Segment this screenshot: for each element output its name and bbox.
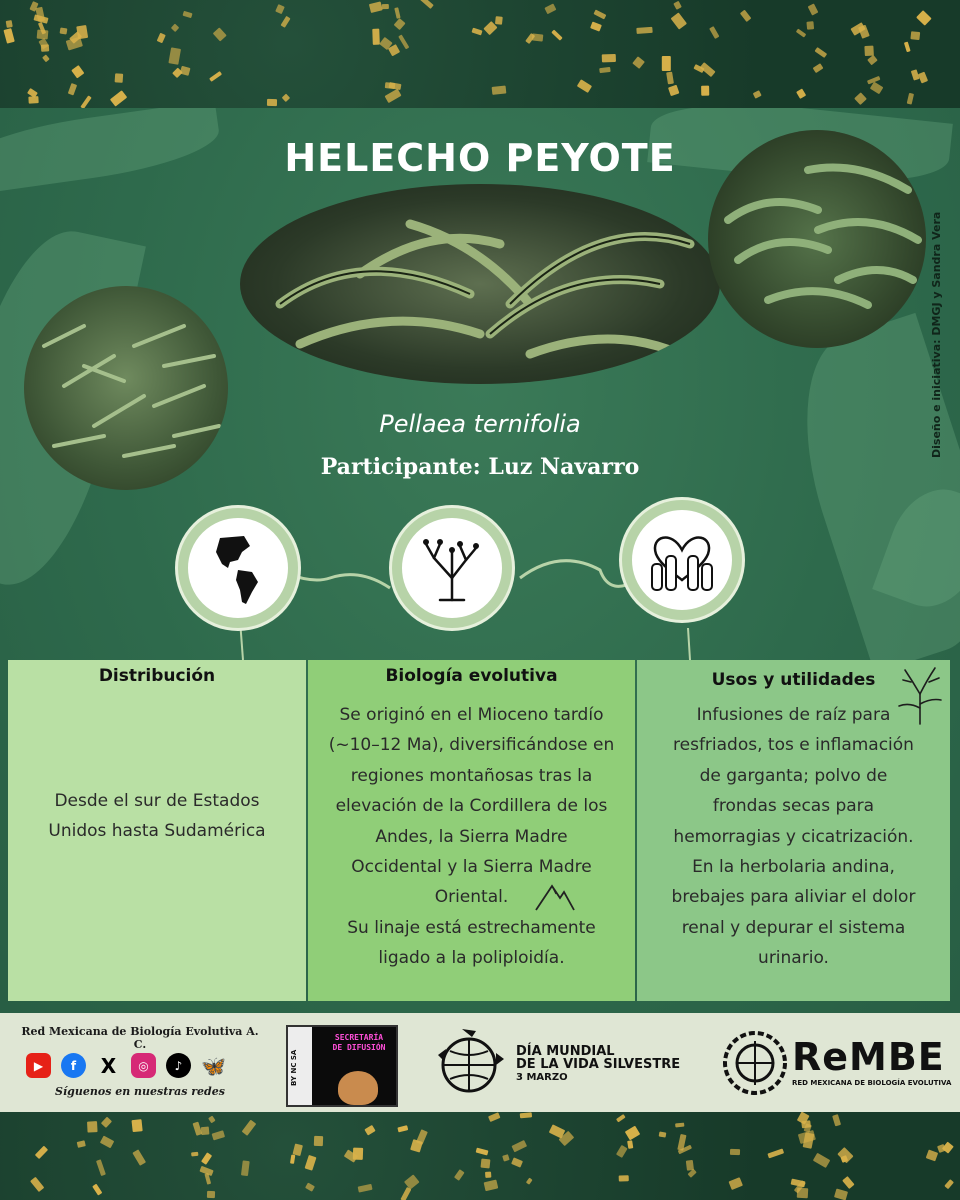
uses-column bbox=[637, 660, 950, 1001]
body-line: regiones montañosas tras la bbox=[350, 765, 593, 786]
wildlife-date: 3 MARZO bbox=[516, 1072, 568, 1083]
confetti-piece bbox=[545, 3, 557, 14]
confetti-piece bbox=[171, 24, 179, 32]
confetti-piece bbox=[796, 89, 806, 100]
body-line: renal y depurar el sistema bbox=[681, 917, 906, 938]
confetti-piece bbox=[183, 11, 193, 19]
confetti-piece bbox=[92, 1184, 102, 1195]
confetti-piece bbox=[666, 71, 674, 84]
hamster-mascot bbox=[338, 1071, 378, 1105]
body-line: Desde el sur de Estados bbox=[54, 791, 260, 811]
confetti-piece bbox=[767, 1148, 783, 1158]
confetti-piece bbox=[599, 67, 611, 73]
confetti-piece bbox=[280, 15, 290, 27]
confetti-piece bbox=[209, 1116, 216, 1124]
confetti-piece bbox=[290, 1154, 296, 1164]
design-credit: Diseño e iniciativa: DMGJ y Sandra Vera bbox=[930, 211, 943, 458]
confetti-piece bbox=[80, 95, 91, 108]
confetti-piece bbox=[671, 12, 687, 29]
confetti-piece bbox=[626, 1125, 641, 1139]
confetti-piece bbox=[372, 29, 380, 45]
confetti-piece bbox=[796, 1188, 808, 1198]
confetti-piece bbox=[602, 54, 616, 63]
confetti-piece bbox=[353, 1148, 363, 1161]
confetti-piece bbox=[551, 30, 562, 41]
confetti-piece bbox=[590, 22, 602, 32]
confetti-piece bbox=[832, 1114, 841, 1126]
confetti-piece bbox=[594, 10, 607, 20]
confetti-piece bbox=[709, 26, 720, 39]
secretaria-line: DE DIFUSIÓN bbox=[332, 1043, 386, 1052]
confetti-piece bbox=[480, 1159, 490, 1168]
raised-hands-heart-icon bbox=[642, 520, 722, 600]
page-title: HELECHO PEYOTE bbox=[284, 136, 676, 180]
confetti-piece bbox=[843, 1176, 855, 1189]
confetti-piece bbox=[168, 47, 180, 64]
confetti-piece bbox=[6, 20, 13, 28]
confetti-piece bbox=[67, 83, 77, 95]
confetti-piece bbox=[96, 1160, 106, 1176]
bottom-confetti-band bbox=[0, 1112, 960, 1200]
confetti-piece bbox=[389, 45, 401, 57]
confetti-piece bbox=[3, 28, 14, 44]
confetti-piece bbox=[179, 66, 190, 76]
confetti-piece bbox=[492, 85, 507, 95]
youtube-icon[interactable]: ▶ bbox=[26, 1053, 51, 1078]
confetti-piece bbox=[815, 47, 827, 58]
confetti-piece bbox=[728, 1177, 742, 1190]
confetti-piece bbox=[213, 27, 228, 42]
confetti-piece bbox=[813, 1152, 831, 1168]
root-sprig-icon bbox=[895, 664, 945, 726]
confetti-piece bbox=[796, 28, 807, 37]
confetti-piece bbox=[365, 1125, 376, 1135]
footer-bar bbox=[0, 1013, 960, 1112]
body-line: elevación de la Cordillera de los bbox=[335, 796, 608, 817]
confetti-piece bbox=[211, 1131, 225, 1141]
confetti-piece bbox=[834, 1189, 848, 1200]
confetti-piece bbox=[71, 65, 84, 79]
body-line: ligado a la poliploidía. bbox=[378, 948, 565, 969]
confetti-piece bbox=[484, 1180, 499, 1192]
column-heading: Distribución bbox=[98, 666, 216, 686]
body-line: Occidental y la Sierra Madre bbox=[351, 857, 592, 878]
mountain-icon bbox=[534, 882, 576, 912]
column-body bbox=[308, 700, 635, 974]
confetti-piece bbox=[525, 1178, 532, 1185]
confetti-piece bbox=[282, 93, 290, 101]
distribution-column bbox=[8, 660, 306, 1001]
confetti-piece bbox=[668, 85, 680, 97]
distribution-badge bbox=[178, 508, 298, 628]
evolution-badge bbox=[392, 508, 512, 628]
confetti-piece bbox=[415, 1129, 427, 1144]
confetti-piece bbox=[802, 1132, 814, 1148]
confetti-piece bbox=[867, 55, 877, 65]
secretaria-text bbox=[322, 1033, 396, 1053]
confetti-piece bbox=[511, 1140, 527, 1152]
confetti-piece bbox=[531, 33, 542, 41]
facebook-icon[interactable]: f bbox=[61, 1053, 86, 1078]
body-line: Andes, la Sierra Madre bbox=[375, 826, 568, 847]
secretaria-difusion-logo bbox=[286, 1025, 398, 1107]
body-line: En la herbolaria andina, bbox=[692, 857, 895, 878]
confetti-piece bbox=[520, 1112, 532, 1118]
confetti-piece bbox=[673, 1, 682, 10]
body-line: de garganta; polvo de bbox=[699, 765, 888, 786]
body-line: (~10–12 Ma), diversificándose en bbox=[328, 735, 615, 756]
uses-badge bbox=[622, 500, 742, 620]
confetti-piece bbox=[730, 1149, 740, 1156]
confetti-piece bbox=[806, 21, 813, 30]
instagram-icon[interactable]: ◎ bbox=[131, 1053, 156, 1078]
confetti-piece bbox=[99, 1136, 114, 1149]
wildlife-day-text bbox=[516, 1045, 680, 1084]
confetti-piece bbox=[918, 72, 928, 84]
confetti-piece bbox=[314, 1136, 324, 1146]
confetti-piece bbox=[267, 99, 277, 106]
confetti-piece bbox=[503, 1154, 510, 1161]
tiktok-icon[interactable]: ♪ bbox=[166, 1053, 191, 1078]
confetti-piece bbox=[740, 10, 752, 23]
confetti-piece bbox=[662, 56, 671, 71]
confetti-piece bbox=[916, 10, 931, 25]
social-links bbox=[26, 1053, 226, 1079]
confetti-piece bbox=[476, 1148, 489, 1156]
body-line: brebajes para aliviar el dolor bbox=[671, 887, 916, 908]
confetti-piece bbox=[472, 27, 483, 35]
rembe-subtitle: RED MEXICANA DE BIOLOGÍA EVOLUTIVA bbox=[792, 1079, 952, 1087]
confetti-piece bbox=[870, 82, 884, 95]
confetti-piece bbox=[659, 1132, 666, 1138]
top-confetti-band bbox=[0, 0, 960, 108]
confetti-piece bbox=[191, 1151, 199, 1156]
confetti-piece bbox=[382, 4, 389, 9]
confetti-piece bbox=[76, 25, 88, 39]
column-heading: Biología evolutiva bbox=[385, 666, 558, 686]
confetti-piece bbox=[201, 1126, 210, 1135]
main-panel bbox=[0, 108, 960, 1013]
confetti-piece bbox=[110, 91, 127, 107]
confetti-piece bbox=[87, 1121, 97, 1132]
confetti-piece bbox=[907, 92, 914, 104]
confetti-piece bbox=[627, 1140, 634, 1149]
confetti-piece bbox=[675, 1123, 685, 1128]
confetti-piece bbox=[201, 1153, 212, 1166]
wildlife-globe-icon bbox=[432, 1025, 506, 1099]
confetti-piece bbox=[40, 45, 48, 52]
confetti-piece bbox=[241, 1119, 256, 1136]
license-text: BY NC SA bbox=[290, 1049, 298, 1087]
confetti-piece bbox=[358, 1184, 373, 1193]
wildlife-line: DÍA MUNDIAL bbox=[516, 1044, 615, 1059]
column-body bbox=[637, 700, 950, 974]
confetti-piece bbox=[132, 1119, 143, 1132]
body-line: Infusiones de raíz para bbox=[696, 705, 891, 725]
confetti-piece bbox=[495, 16, 503, 25]
confetti-piece bbox=[752, 90, 761, 99]
confetti-piece bbox=[30, 1177, 45, 1193]
confetti-piece bbox=[632, 56, 645, 69]
phylogenetic-tree-icon bbox=[412, 528, 492, 608]
evolution-column bbox=[308, 660, 635, 1001]
body-line: Su linaje está estrechamente bbox=[347, 917, 596, 938]
confetti-piece bbox=[400, 1187, 411, 1200]
confetti-piece bbox=[701, 85, 709, 96]
confetti-piece bbox=[293, 1143, 303, 1156]
confetti-piece bbox=[616, 1113, 626, 1122]
confetti-piece bbox=[369, 1, 383, 12]
wildlife-line: DE LA VIDA SILVESTRE bbox=[516, 1057, 681, 1072]
confetti-piece bbox=[485, 1172, 492, 1178]
org-name: Red Mexicana de Biología Evolutiva A. C. bbox=[21, 1025, 259, 1051]
body-line: Se originó en el Mioceno tardío bbox=[339, 705, 604, 725]
confetti-piece bbox=[910, 31, 920, 40]
confetti-piece bbox=[29, 96, 39, 104]
confetti-piece bbox=[209, 71, 222, 82]
confetti-piece bbox=[397, 1125, 408, 1132]
confetti-piece bbox=[393, 18, 405, 30]
confetti-piece bbox=[304, 1183, 314, 1192]
confetti-piece bbox=[193, 1122, 202, 1136]
confetti-piece bbox=[942, 1142, 953, 1154]
body-line: hemorragias y cicatrización. bbox=[673, 826, 914, 847]
confetti-piece bbox=[637, 27, 653, 34]
confetti-piece bbox=[114, 74, 123, 84]
confetti-piece bbox=[945, 1179, 954, 1189]
americas-map-icon bbox=[198, 528, 278, 608]
confetti-piece bbox=[101, 1116, 112, 1127]
confetti-piece bbox=[385, 89, 401, 103]
confetti-piece bbox=[133, 1149, 146, 1165]
confetti-piece bbox=[837, 1147, 853, 1163]
confetti-piece bbox=[904, 42, 911, 53]
confetti-piece bbox=[241, 1161, 249, 1177]
participant-name: Participante: Luz Navarro bbox=[320, 454, 640, 480]
confetti-piece bbox=[305, 1155, 316, 1170]
confetti-piece bbox=[807, 3, 818, 15]
confetti-piece bbox=[454, 1169, 465, 1181]
body-line: urinario. bbox=[758, 948, 829, 969]
body-line: resfriados, tos e inflamación bbox=[673, 735, 914, 756]
confetti-piece bbox=[76, 1140, 86, 1148]
confetti-piece bbox=[35, 1145, 48, 1159]
confetti-piece bbox=[813, 64, 823, 74]
confetti-piece bbox=[854, 92, 867, 105]
confetti-piece bbox=[275, 4, 284, 14]
confetti-piece bbox=[389, 82, 402, 90]
rembe-wordmark: ReMBE bbox=[792, 1035, 945, 1079]
confetti-piece bbox=[420, 0, 434, 9]
confetti-piece bbox=[59, 28, 67, 35]
confetti-piece bbox=[207, 1191, 215, 1198]
confetti-piece bbox=[42, 54, 50, 62]
confetti-piece bbox=[511, 1157, 523, 1168]
body-line: Unidos hasta Sudamérica bbox=[48, 821, 266, 842]
body-line: frondas secas para bbox=[712, 796, 875, 817]
confetti-piece bbox=[616, 1144, 628, 1157]
scientific-name: Pellaea ternifolia bbox=[379, 410, 581, 438]
x-icon[interactable]: X bbox=[100, 1053, 117, 1078]
column-heading: Usos y utilidades bbox=[711, 670, 876, 690]
confetti-piece bbox=[488, 1112, 500, 1121]
column-body bbox=[8, 786, 306, 847]
confetti-piece bbox=[577, 79, 592, 92]
bluesky-icon[interactable]: 🦋 bbox=[201, 1053, 226, 1078]
follow-us-text: Síguenos en nuestras redes bbox=[55, 1085, 225, 1098]
secretaria-line: SECRETARÍA bbox=[334, 1033, 384, 1042]
rembe-emblem-icon bbox=[720, 1027, 790, 1099]
body-line: Oriental. bbox=[434, 887, 509, 908]
confetti-piece bbox=[398, 35, 410, 50]
confetti-piece bbox=[619, 1175, 629, 1182]
confetti-piece bbox=[157, 33, 166, 43]
confetti-piece bbox=[926, 1149, 939, 1161]
